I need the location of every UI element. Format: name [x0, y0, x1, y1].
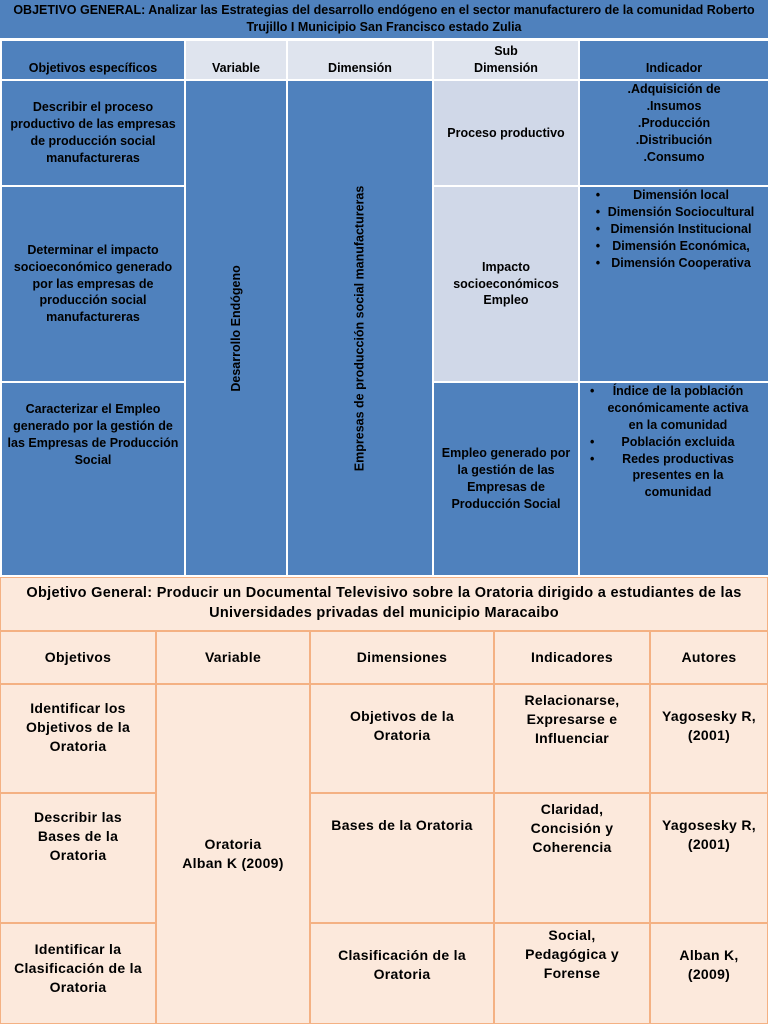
- table2-dimension-2: Bases de la Oratoria: [310, 793, 494, 923]
- table1-header-sub-dimension: Sub Dimensión: [434, 41, 578, 79]
- table2-header-dimensiones: Dimensiones: [310, 631, 494, 684]
- table2-dimension-1: Objetivos de la Oratoria: [310, 684, 494, 793]
- table2-dimension-3: Clasificación de la Oratoria: [310, 923, 494, 1024]
- table1-indicador-1-4: .Distribución: [635, 132, 713, 147]
- table2-header-indicadores: Indicadores: [494, 631, 650, 684]
- table1-indicador-1-2: .Insumos: [646, 98, 702, 113]
- table2-title: Objetivo General: Producir un Documental Televisivo sobre la Oratoria dirigido a estudiantes de las Universidades privadas del municipio Maracaibo: [0, 577, 768, 631]
- table1-indicador-2-2: • Dimensión Sociocultural: [608, 204, 755, 221]
- table1-indicador-2-5: • Dimensión Cooperativa: [608, 255, 755, 272]
- table2-autor-1: Yagosesky R, (2001): [650, 684, 768, 793]
- table2-variable: Oratoria Alban K (2009): [156, 684, 310, 1024]
- table1-indicadores-2: [580, 187, 768, 381]
- table2-objetivo-2: Describir las Bases de la Oratoria: [0, 793, 156, 923]
- table1-header-variable: Variable: [186, 41, 286, 79]
- table1-objetivo-1: Describir el proceso productivo de las empresas de producción social manufactureras: [2, 81, 184, 185]
- table1-variable-cell: [186, 81, 286, 575]
- table1-objetivo-2: Determinar el impacto socioeconómico generado por las empresas de producción social manufactureras: [2, 187, 184, 381]
- table1-header-dimension: Dimensión: [288, 41, 432, 79]
- table2-objetivo-1: Identificar los Objetivos de la Oratoria: [0, 684, 156, 793]
- table1-indicador-2-4: • Dimensión Económica,: [608, 238, 755, 255]
- table2-indicador-2: Claridad, Concisión y Coherencia: [494, 793, 650, 923]
- table1-indicador-3-1: • Índice de la población económicamente activa en la comunidad: [602, 383, 754, 434]
- table1-indicador-1-5: .Consumo: [643, 149, 705, 164]
- objectives-table-2: [0, 577, 768, 1024]
- table2-indicador-1: Relacionarse, Expresarse e Influenciar: [494, 684, 650, 793]
- table1-indicadores-3: [580, 383, 768, 575]
- table1-header-objetivos: Objetivos específicos: [2, 41, 184, 79]
- table2-autor-2: Yagosesky R, (2001): [650, 793, 768, 923]
- table1-variable: Desarrollo Endógeno: [228, 264, 243, 392]
- table1-subdim-2: Impacto socioeconómicos Empleo: [434, 187, 578, 381]
- table1-indicador-3-2: • Población excluida: [602, 434, 754, 451]
- table1-header-indicador: Indicador: [580, 41, 768, 79]
- table1-indicadores-1: [580, 81, 768, 185]
- table1-objetivo-3: Caracterizar el Empleo generado por la gestión de las Empresas de Producción Social: [2, 383, 184, 575]
- table2-header-objetivos: Objetivos: [0, 631, 156, 684]
- table2-header-variable: Variable: [156, 631, 310, 684]
- table2-indicador-3: Social, Pedagógica y Forense: [494, 923, 650, 1024]
- table1-indicador-1-1: .Adquisición de: [627, 82, 721, 96]
- table1-indicador-3-3: • Redes productivas presentes en la comunidad: [602, 451, 754, 502]
- table2-header-autores: Autores: [650, 631, 768, 684]
- table1-dimension: Empresas de producción social manufactureras: [352, 185, 367, 471]
- table1-title: OBJETIVO GENERAL: Analizar las Estrategias del desarrollo endógeno en el sector manufacturero de la comunidad Roberto Trujillo I Municipio San Francisco estado Zulia: [0, 0, 768, 38]
- table1-subdim-1: Proceso productivo: [434, 81, 578, 185]
- table2-autor-3: Alban K, (2009): [650, 923, 768, 1024]
- table1-dimension-cell: [288, 81, 432, 575]
- table2-objetivo-3: Identificar la Clasificación de la Oratoria: [0, 923, 156, 1024]
- table1-indicador-2-3: • Dimensión Institucional: [608, 221, 755, 238]
- table1-indicador-2-1: • Dimensión local: [608, 187, 755, 204]
- table1-subdim-3: Empleo generado por la gestión de las Empresas de Producción Social: [434, 383, 578, 575]
- table1-indicador-1-3: .Producción: [637, 115, 711, 130]
